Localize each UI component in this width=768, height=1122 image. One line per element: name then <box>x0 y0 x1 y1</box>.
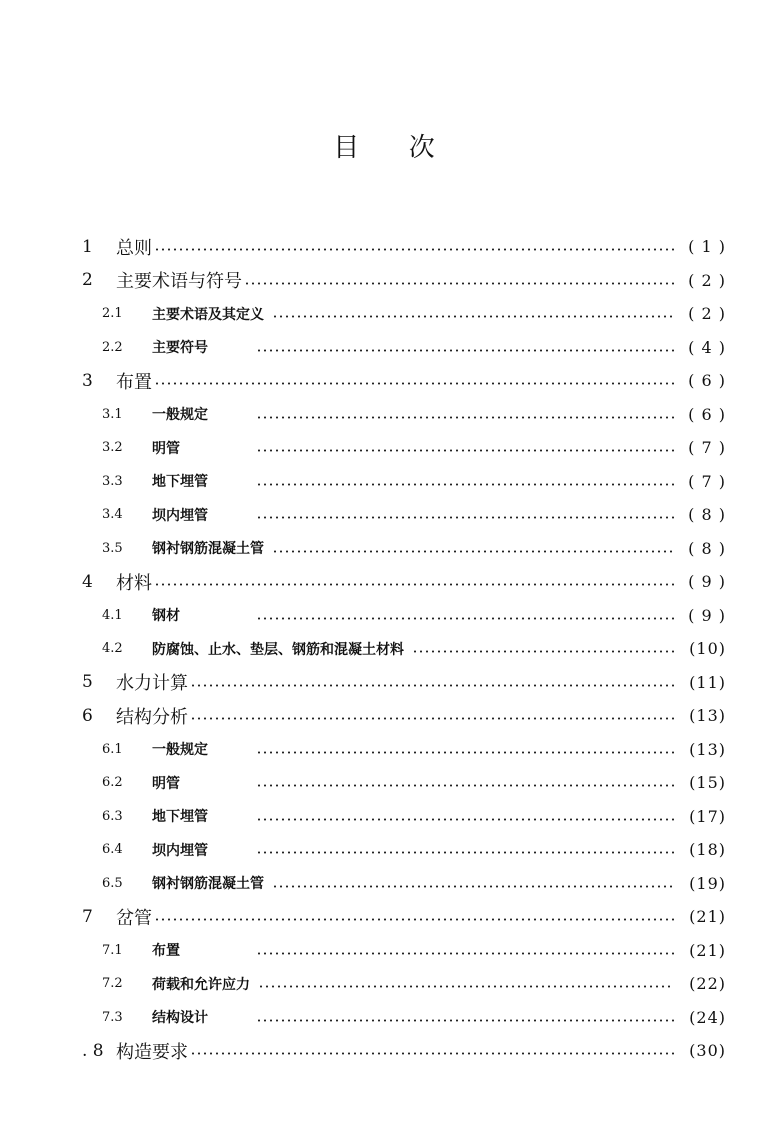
toc-entry-number: 6 <box>82 705 93 726</box>
toc-entry-number: 3.2 <box>102 440 123 456</box>
toc-entry-title: 岔管 <box>116 907 152 929</box>
toc-entry-page: (30) <box>689 1041 726 1061</box>
dot-leader <box>190 684 674 687</box>
toc-entry-page: ( 8 ) <box>688 505 726 525</box>
toc-entry-page: ( 6 ) <box>688 371 726 391</box>
dot-leader <box>272 315 674 318</box>
toc-entry-page: (10) <box>689 639 726 659</box>
toc-section-row[interactable] <box>78 934 726 968</box>
toc-section-row[interactable] <box>78 465 726 499</box>
toc-entry-title: 钢材 <box>152 608 180 625</box>
dot-leader <box>154 248 674 251</box>
toc-entry-page: (17) <box>689 806 726 826</box>
toc-entry-number: 4.1 <box>102 607 123 623</box>
toc-entry-title: 一般规定 <box>152 407 208 424</box>
toc-chapter-row[interactable] <box>78 699 726 733</box>
table-of-contents <box>78 230 726 1068</box>
dot-leader <box>256 751 674 754</box>
toc-entry-page: (11) <box>689 672 726 692</box>
toc-chapter-row[interactable] <box>78 666 726 700</box>
toc-entry-title: 荷载和允许应力 <box>152 976 250 993</box>
dot-leader <box>154 583 674 586</box>
dot-leader <box>190 1052 674 1055</box>
toc-section-row[interactable] <box>78 498 726 532</box>
toc-entry-title: 主要符号 <box>152 340 208 357</box>
toc-entry-title: 防腐蚀、止水、垫层、钢筋和混凝土材料 <box>152 641 404 658</box>
toc-entry-title: 结构设计 <box>152 1010 208 1027</box>
toc-section-row[interactable] <box>78 867 726 901</box>
toc-entry-title: 构造要求 <box>116 1041 188 1063</box>
toc-entry-title: 布置 <box>116 371 152 393</box>
toc-entry-page: (18) <box>689 840 726 860</box>
toc-entry-number: 1 <box>82 236 93 257</box>
toc-entry-number: 6.4 <box>102 842 123 858</box>
toc-entry-title: 材料 <box>116 572 152 594</box>
toc-section-row[interactable] <box>78 331 726 365</box>
dot-leader <box>256 1019 674 1022</box>
dot-leader <box>256 851 674 854</box>
toc-entry-number: 4 <box>82 571 93 592</box>
toc-chapter-row[interactable] <box>78 264 726 298</box>
toc-entry-page: ( 7 ) <box>688 438 726 458</box>
toc-entry-page: ( 6 ) <box>688 404 726 424</box>
toc-entry-title: 明管 <box>152 775 180 792</box>
dot-leader <box>256 818 674 821</box>
dot-leader <box>244 282 674 285</box>
toc-entry-page: (22) <box>689 974 726 994</box>
toc-entry-number: 6.5 <box>102 875 123 891</box>
dot-leader <box>256 784 674 787</box>
dot-leader <box>256 483 674 486</box>
toc-entry-number: . 8 <box>82 1040 104 1061</box>
toc-entry-page: ( 8 ) <box>688 538 726 558</box>
toc-entry-number: 5 <box>82 672 93 693</box>
toc-entry-page: ( 9 ) <box>688 572 726 592</box>
toc-chapter-row[interactable] <box>78 565 726 599</box>
toc-entry-title: 坝内埋管 <box>152 507 208 524</box>
dot-leader <box>256 349 674 352</box>
dot-leader <box>154 382 674 385</box>
toc-entry-page: (13) <box>689 706 726 726</box>
toc-entry-page: (21) <box>689 907 726 927</box>
toc-section-row[interactable] <box>78 632 726 666</box>
toc-section-row[interactable] <box>78 833 726 867</box>
toc-section-row[interactable] <box>78 431 726 465</box>
toc-entry-number: 6.2 <box>102 775 123 791</box>
toc-chapter-row[interactable] <box>78 230 726 264</box>
toc-entry-number: 6.1 <box>102 741 123 757</box>
toc-entry-title: 钢衬钢筋混凝土管 <box>152 541 264 558</box>
toc-entry-title: 布置 <box>152 943 180 960</box>
toc-entry-page: (19) <box>689 873 726 893</box>
toc-section-row[interactable] <box>78 733 726 767</box>
toc-entry-title: 地下埋管 <box>152 809 208 826</box>
toc-entry-number: 3 <box>82 370 93 391</box>
toc-entry-number: 2.2 <box>102 339 123 355</box>
toc-entry-title: 地下埋管 <box>152 474 208 491</box>
toc-entry-title: 钢衬钢筋混凝土管 <box>152 876 264 893</box>
dot-leader <box>154 918 674 921</box>
toc-entry-page: (24) <box>689 1007 726 1027</box>
toc-entry-number: 2.1 <box>102 306 123 322</box>
toc-section-row[interactable] <box>78 766 726 800</box>
toc-entry-page: (21) <box>689 940 726 960</box>
toc-section-row[interactable] <box>78 297 726 331</box>
toc-entry-number: 3.1 <box>102 406 123 422</box>
dot-leader <box>272 885 674 888</box>
toc-section-row[interactable] <box>78 1001 726 1035</box>
toc-entry-page: ( 1 ) <box>688 237 726 257</box>
toc-entry-page: (13) <box>689 739 726 759</box>
dot-leader <box>412 650 674 653</box>
toc-entry-number: 3.3 <box>102 473 123 489</box>
toc-section-row[interactable] <box>78 967 726 1001</box>
toc-section-row[interactable] <box>78 599 726 633</box>
toc-section-row[interactable] <box>78 800 726 834</box>
toc-entry-number: 7 <box>82 906 93 927</box>
toc-entry-number: 4.2 <box>102 641 123 657</box>
toc-entry-title: 明管 <box>152 440 180 457</box>
toc-entry-number: 3.5 <box>102 540 123 556</box>
toc-chapter-row[interactable] <box>78 1034 726 1068</box>
toc-entry-number: 2 <box>82 270 93 291</box>
dot-leader <box>256 516 674 519</box>
dot-leader <box>258 985 674 988</box>
toc-entry-number: 7.1 <box>102 942 123 958</box>
toc-chapter-row[interactable] <box>78 900 726 934</box>
toc-entry-title: 主要术语与符号 <box>116 271 242 293</box>
dot-leader <box>190 717 674 720</box>
dot-leader <box>256 416 674 419</box>
toc-entry-page: (15) <box>689 773 726 793</box>
toc-entry-number: 3.4 <box>102 507 123 523</box>
dot-leader <box>256 617 674 620</box>
toc-entry-page: ( 9 ) <box>688 605 726 625</box>
toc-entry-title: 坝内埋管 <box>152 842 208 859</box>
toc-entry-title: 结构分析 <box>116 706 188 728</box>
toc-entry-number: 6.3 <box>102 808 123 824</box>
toc-section-row[interactable] <box>78 532 726 566</box>
dot-leader <box>272 550 674 553</box>
toc-chapter-row[interactable] <box>78 364 726 398</box>
page-title: 目 次 <box>333 133 435 163</box>
toc-entry-title: 主要术语及其定义 <box>152 306 264 323</box>
toc-entry-title: 一般规定 <box>152 742 208 759</box>
dot-leader <box>256 952 674 955</box>
toc-entry-number: 7.3 <box>102 1009 123 1025</box>
toc-entry-page: ( 7 ) <box>688 471 726 491</box>
toc-entry-page: ( 2 ) <box>688 270 726 290</box>
toc-entry-page: ( 4 ) <box>688 337 726 357</box>
toc-entry-title: 水力计算 <box>116 673 188 695</box>
toc-entry-number: 7.2 <box>102 976 123 992</box>
toc-entry-page: ( 2 ) <box>688 304 726 324</box>
toc-section-row[interactable] <box>78 398 726 432</box>
dot-leader <box>256 449 674 452</box>
toc-entry-title: 总则 <box>116 237 152 259</box>
